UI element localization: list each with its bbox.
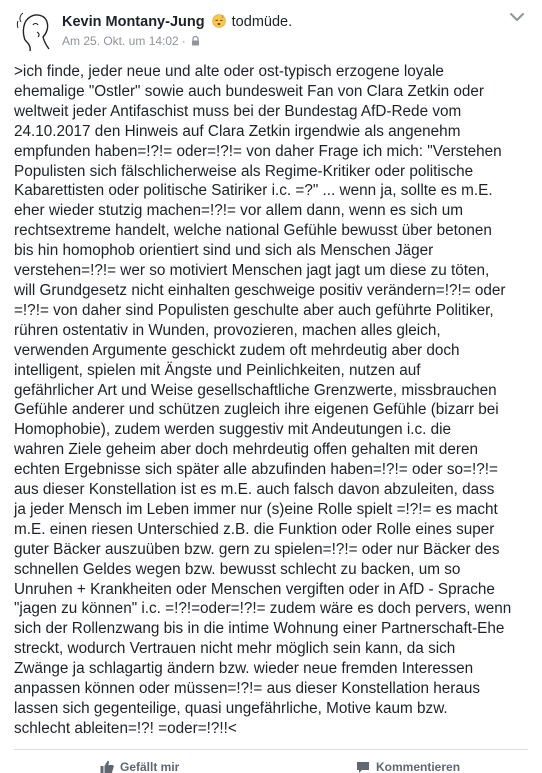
comment-icon	[356, 760, 370, 773]
divider	[14, 749, 528, 750]
comment-button[interactable]	[356, 760, 460, 773]
chevron-down-icon[interactable]	[508, 8, 526, 26]
like-button[interactable]	[100, 760, 179, 773]
svg-text:z: z	[221, 14, 224, 19]
action-bar	[0, 752, 542, 773]
like-label: Gefällt mir	[120, 760, 180, 773]
author-name[interactable]: Kevin Montany-Jung	[62, 14, 205, 30]
comment-label: Kommentieren	[376, 760, 461, 773]
avatar[interactable]	[16, 10, 54, 52]
meta-separator: ·	[181, 34, 186, 48]
sleepy-emoji-icon	[212, 14, 226, 28]
post-meta	[62, 34, 200, 48]
post-header	[0, 0, 542, 60]
lock-icon[interactable]	[191, 36, 200, 46]
thumbs-up-icon	[100, 760, 114, 773]
post-timestamp[interactable]: Am 25. Okt. um 14:02	[62, 34, 179, 48]
feeling-text: todmüde.	[231, 14, 293, 30]
post-body: >ich finde, jeder neue und alte oder ost-typisch erzogene loyale ehemalige "Ostler" sowie auch bundesweit Fan von Clara Zetkin oder weltweit jeder Antifaschist muss bei der Bundestag AfD-Rede vom 24.10.2017 den Hinweis auf Clara Zetkin irgendwie als angenehm empfunden haben=!?!= oder=!?!= von daher Frage ich mich: "Verstehen Populisten sich fälschlicherweise als Regime-Kritiker oder politische Kabarettisten oder politische Satiriker i.c. =?" ... wenn ja, sollte es m.E. eher wieder stutzig machen=!?!= vor allem dann, wenn es sich um rechtsextreme handelt, welche national Gefühle bewusst über betonen bis hin homophob orientiert sind und sich als Menschen Jäger verstehen=!?!= wer so motiviert Menschen jagt jagt um diese zu töten, will Grundgesetz nicht einhalten geschweige positiv verändern=!?!= oder =!?!= von daher sind Populisten geschulte aber auch geführte Politiker, rühren ostentativ in Wunden, provozieren, machen alles gleich, verwenden Argumente geschickt zudem oft mehrdeutig aber doch intelligent, spielen mit Ängste und Peinlichkeiten, nutzen auf gefährlicher Art und Weise gesellschaftliche Grenzwerte, missbrauchen Gefühle anderer und schützen zugleich ihre eigenen Gefühle (bizarr bei Homophobie), zudem werden suggestiv mit Andeutungen i.c. die wahren Ziele geheim aber doch mehrdeutig offen gehalten mit deren echten Ergebnisse sich später alle abzufinden haben=!?!= oder so=!?!= aus dieser Konstellation ist es m.E. auch falsch davon abzuleiten, dass ja jeder Mensch im Leben immer nur (s)eine Rolle spielt =!?!= es macht m.E. einen riesen Unterschied z.B. die Funktion oder Rolle eines super guter Bäcker auszuüben bzw. gern zu spielen=!?!= oder nur Bäcker des schnellen Geldes wegen bzw. bewusst schlecht zu backen, um so Unruhen + Krankheiten oder Menschen vergiften oder in AfD - Sprache "jagen zu können" i.c. =!?!=oder=!?!= zudem wäre es doch pervers, wenn sich der Rollenzwang bis in die intime Wohnung einer Partnerschaft-Ehe streckt, wodurch Vertrauen nicht mehr möglich sein kann, da sich Zwänge ja schlagartig ändern bzw. wieder neue fremden Interessen anpassen können oder müssen=!?!= aus dieser Konstellation heraus lassen sich gegenteilige, quasi ungefährliche, Motive kaum bzw. schlecht ableiten=!?! =oder=!?!!<	[14, 63, 512, 737]
author-line	[62, 14, 292, 30]
